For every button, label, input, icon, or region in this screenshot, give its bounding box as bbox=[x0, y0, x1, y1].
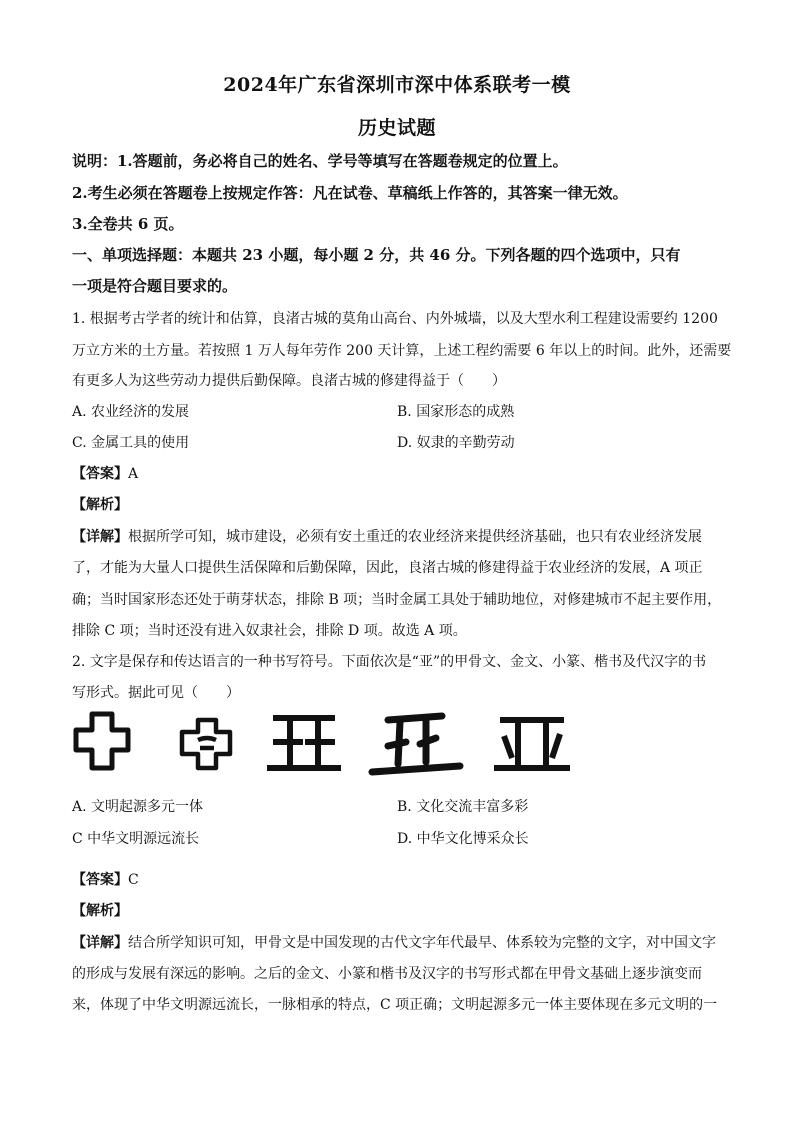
q1-answer-value: A bbox=[128, 466, 139, 482]
q1-detail-tag: 【详解】 bbox=[72, 529, 128, 545]
q2-stem-line-2: 写形式。据此可见（ ） bbox=[72, 685, 240, 701]
ya-character-evolution-figure bbox=[70, 706, 590, 786]
q1-answer-tag: 【答案】 bbox=[72, 466, 128, 482]
q2-answer-value: C bbox=[128, 872, 139, 888]
oracle-bone-glyph bbox=[76, 714, 128, 768]
q1-stem-line-3: 有更多人为这些劳动力提供后勤保障。良渚古城的修建得益于（ ） bbox=[72, 373, 506, 389]
q2-detail-text-1: 结合所学知识可知，甲骨文是中国发现的古代文字年代最早、体系较为完整的文字，对中国文字 bbox=[128, 935, 716, 951]
q2-analysis bbox=[72, 900, 727, 920]
q1-detail-line-2: 了，才能为大量人口提供生活保障和后勤保障，因此，良渚古城的修建得益于农业经济的发展，A 项正 bbox=[72, 560, 703, 576]
q1-option-c: C. 金属工具的使用 bbox=[72, 435, 190, 451]
modern-character-glyph bbox=[494, 720, 570, 768]
q2-answer bbox=[72, 869, 727, 889]
q2-option-d: D. 中华文化博采众长 bbox=[397, 831, 529, 847]
q1-answer bbox=[72, 463, 727, 483]
q1-detail-line-1 bbox=[72, 526, 727, 546]
q2-analysis-tag: 【解析】 bbox=[72, 903, 128, 919]
instruction-3: 3.全卷共 6 页。 bbox=[72, 215, 184, 233]
q2-option-c: C 中华文明源远流长 bbox=[72, 831, 200, 847]
q2-detail-line-1 bbox=[72, 932, 727, 952]
q2-stem-line-1: 2. 文字是保存和传达语言的一种书写符号。下面依次是“亚”的甲骨文、金文、小篆、楷书及代汉字的书 bbox=[72, 654, 707, 670]
q1-detail-line-4: 排除 C 项；当时还没有进入奴隶社会，排除 D 项。故选 A 项。 bbox=[72, 623, 467, 639]
q1-option-b: B. 国家形态的成熟 bbox=[397, 404, 515, 420]
q2-detail-line-3: 来，体现了中华文明源远流长，一脉相承的特点，C 项正确；文明起源多元一体主要体现在多元文明的一 bbox=[72, 997, 718, 1013]
q1-stem-line-1: 1. 根据考古学者的统计和估算，良渚古城的莫角山高台、内外城墙，以及大型水利工程建设需要约 1200 bbox=[72, 311, 718, 327]
q2-answer-tag: 【答案】 bbox=[72, 872, 128, 888]
instruction-1: 说明：1.答题前，务必将自己的姓名、学号等填写在答题卷规定的位置上。 bbox=[72, 152, 568, 170]
regular-script-glyph bbox=[372, 716, 460, 772]
q1-option-d: D. 奴隶的辛勤劳动 bbox=[397, 435, 515, 451]
small-seal-glyph bbox=[270, 718, 338, 768]
q1-detail-line-3: 确；当时国家形态还处于萌芽状态，排除 B 项；当时金属工具处于辅助地位，对修建城市不起主要作用， bbox=[72, 592, 722, 608]
q2-detail-line-2: 的形成与发展有深远的影响。之后的金文、小篆和楷书及汉字的书写形式都在甲骨文基础上逐步演变而 bbox=[72, 966, 702, 982]
section-heading-line-1: 一、单项选择题：本题共 23 小题，每小题 2 分，共 46 分。下列各题的四个选项中，只有 bbox=[72, 246, 681, 264]
q2-detail-tag: 【详解】 bbox=[72, 935, 128, 951]
bronze-inscription-glyph bbox=[182, 720, 230, 768]
exam-title: 2024年广东省深圳市深中体系联考一模 bbox=[223, 74, 571, 96]
q2-option-b: B. 文化交流丰富多彩 bbox=[397, 799, 529, 815]
q1-analysis bbox=[72, 494, 727, 514]
q1-analysis-tag: 【解析】 bbox=[72, 497, 128, 513]
section-heading-line-2: 一项是符合题目要求的。 bbox=[72, 277, 238, 295]
q1-option-a: A. 农业经济的发展 bbox=[72, 404, 190, 420]
instruction-2: 2.考生必须在答题卷上按规定作答：凡在试卷、草稿纸上作答的，其答案一律无效。 bbox=[72, 184, 628, 202]
q1-detail-text-1: 根据所学可知，城市建设，必须有安土重迁的农业经济来提供经济基础，也只有农业经济发展 bbox=[128, 529, 702, 545]
exam-subject: 历史试题 bbox=[357, 117, 436, 139]
q1-stem-line-2: 万立方米的土方量。若按照 1 万人每年劳作 200 天计算，上述工程约需要 6 年以上的时间。此外，还需要 bbox=[72, 343, 732, 359]
q2-option-a: A. 文明起源多元一体 bbox=[72, 799, 204, 815]
